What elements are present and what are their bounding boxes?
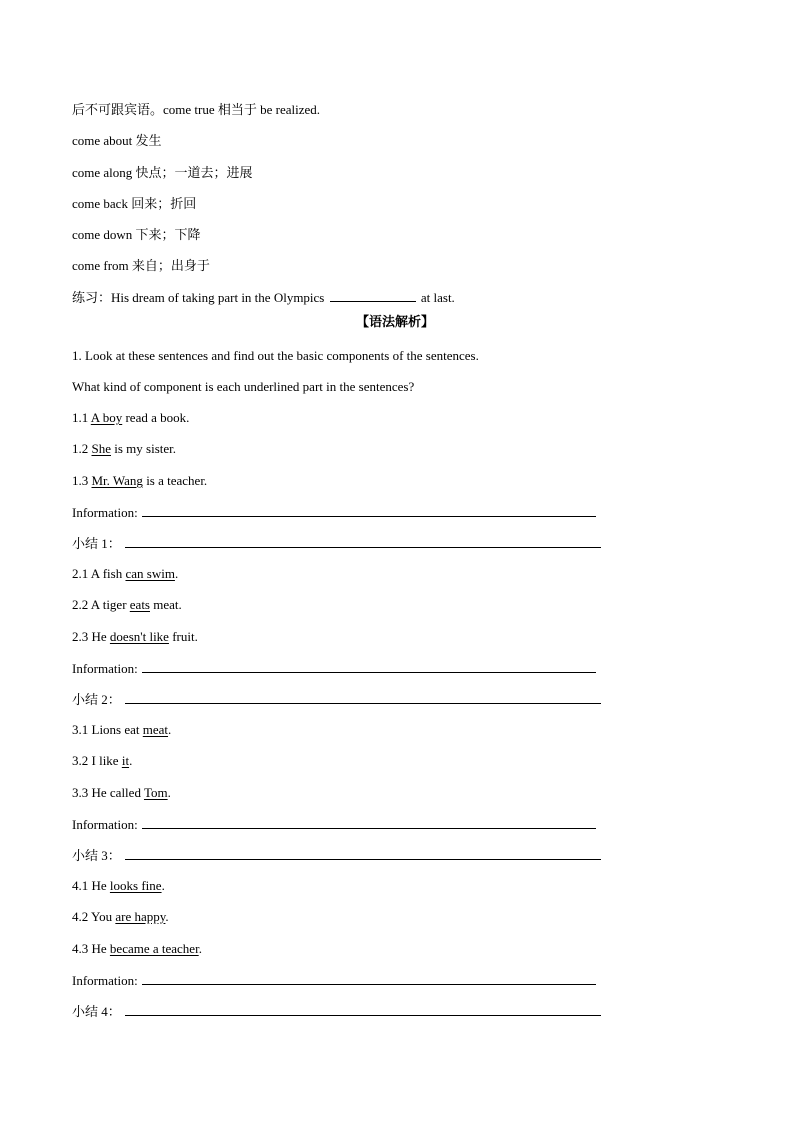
underlined-part: looks fine	[109, 878, 162, 893]
answer-blank[interactable]	[142, 972, 596, 985]
instruction-line: What kind of component is each underlined part in the sentences?	[72, 379, 415, 394]
sentence-text: 2.1 A fish	[72, 566, 126, 581]
summary-label: 小结 4：	[72, 1004, 121, 1019]
instruction-line: 1. Look at these sentences and find out the basic components of the sentences.	[72, 348, 479, 363]
underlined-part: doesn't like	[109, 629, 169, 644]
underlined-part: Mr. Wang	[91, 473, 143, 488]
exercise-suffix: at last.	[420, 290, 455, 305]
example-sentence	[72, 441, 176, 457]
example-sentence	[72, 753, 132, 769]
summary-line	[72, 847, 601, 864]
underlined-part: Tom	[143, 785, 168, 800]
exercise-blank[interactable]	[330, 289, 416, 302]
sentence-text: 4.1 He	[72, 878, 110, 893]
intro-line: 后不可跟宾语。come true 相当于 be realized.	[72, 102, 321, 117]
summary-line	[72, 1003, 601, 1020]
answer-blank[interactable]	[125, 1003, 601, 1016]
example-sentence	[72, 785, 171, 801]
sentence-text: 1.2	[72, 441, 92, 456]
sentence-text: read a book.	[122, 410, 190, 425]
sentence-text: 1.1	[72, 410, 91, 425]
answer-blank[interactable]	[125, 691, 601, 704]
information-line	[72, 660, 596, 677]
underlined-part: it	[121, 753, 130, 768]
sentence-text: 3.1 Lions eat	[72, 722, 143, 737]
sentence-text: fruit.	[168, 629, 198, 644]
sentence-text: 3.3 He called	[72, 785, 144, 800]
example-sentence	[72, 909, 169, 925]
underlined-part: became a teacher	[109, 941, 199, 956]
phrase-item: come back 回来；折回	[72, 196, 197, 211]
summary-line	[72, 691, 601, 708]
sentence-text: 1.3	[72, 473, 92, 488]
sentence-text: 2.3 He	[72, 629, 110, 644]
exercise-line	[72, 289, 455, 306]
sentence-text: is my sister.	[111, 441, 177, 456]
answer-blank[interactable]	[125, 847, 601, 860]
answer-blank[interactable]	[142, 816, 596, 829]
answer-blank[interactable]	[142, 660, 596, 673]
example-sentence	[72, 566, 178, 582]
information-label: Information:	[72, 973, 138, 988]
information-label: Information:	[72, 505, 138, 520]
answer-blank[interactable]	[142, 504, 596, 517]
phrase-item: come down 下来；下降	[72, 227, 201, 242]
summary-label: 小结 3：	[72, 848, 121, 863]
sentence-text: .	[174, 566, 179, 581]
example-sentence	[72, 597, 182, 613]
information-line	[72, 816, 596, 833]
information-label: Information:	[72, 817, 138, 832]
example-sentence	[72, 629, 198, 645]
answer-blank[interactable]	[125, 535, 601, 548]
summary-label: 小结 1：	[72, 536, 121, 551]
sentence-text: .	[167, 785, 171, 800]
sentence-text: .	[168, 722, 172, 737]
summary-label: 小结 2：	[72, 692, 121, 707]
exercise-prefix: 练习：His dream of taking part in the Olympics	[72, 290, 325, 305]
phrase-item: come along 快点；一道去；进展	[72, 165, 253, 180]
sentence-text: is a teacher.	[142, 473, 208, 488]
underlined-part: are happy	[115, 909, 166, 924]
example-sentence	[72, 722, 171, 738]
sentence-text: 4.2 You	[72, 909, 116, 924]
sentence-text: .	[165, 909, 169, 924]
information-label: Information:	[72, 661, 138, 676]
underlined-part: eats	[129, 597, 150, 612]
underlined-part: A boy	[90, 410, 123, 425]
underlined-part: meat	[142, 722, 169, 737]
example-sentence	[72, 941, 202, 957]
sentence-text: 4.3 He	[72, 941, 110, 956]
underlined-part: She	[91, 441, 111, 456]
phrase-item: come about 发生	[72, 133, 162, 148]
sentence-text: .	[129, 753, 133, 768]
example-sentence	[72, 410, 189, 426]
sentence-text: 2.2 A tiger	[72, 597, 130, 612]
example-sentence	[72, 473, 207, 489]
sentence-text: 3.2 I like	[72, 753, 122, 768]
phrase-item: come from 来自；出身于	[72, 258, 210, 273]
sentence-text: .	[161, 878, 165, 893]
information-line	[72, 504, 596, 521]
information-line	[72, 972, 596, 989]
sentence-text: .	[198, 941, 202, 956]
summary-line	[72, 535, 601, 552]
underlined-part: can swim	[125, 566, 175, 581]
example-sentence	[72, 878, 165, 894]
grammar-heading: 【语法解析】	[355, 314, 434, 329]
sentence-text: meat.	[150, 597, 182, 612]
